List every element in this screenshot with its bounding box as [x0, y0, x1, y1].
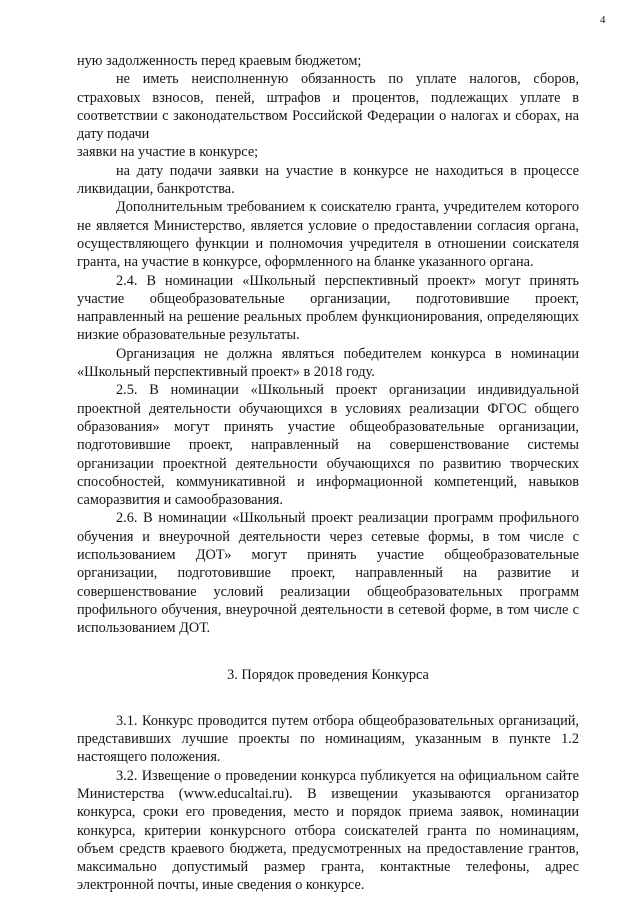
- document-body: [77, 52, 579, 895]
- paragraph-clause-3-1: 3.1. Конкурс проводится путем отбора общеобразовательных организаций, представивших лучшие проекты по номинациям, указанным в пункте 1.2 настоящего положения.: [77, 712, 579, 766]
- page-number: 4: [600, 14, 606, 26]
- paragraph-clause-2-4: 2.4. В номинации «Школьный перспективный проект» могут принять участие общеобразовательные организации, подготовившие проект, направленный на решение реальных проблем функционирования, определяющих низкие образовательные результаты.: [77, 272, 579, 344]
- paragraph-debt-continuation: ную задолженность перед краевым бюджетом;: [77, 53, 362, 69]
- paragraph-liquidation: на дату подачи заявки на участие в конкурсе не находиться в процессе ликвидации, банкротства.: [77, 162, 579, 198]
- paragraph-not-previous-winner: Организация не должна являться победителем конкурса в номинации «Школьный перспективный проект» в 2018 году.: [77, 345, 579, 381]
- section-heading: 3. Порядок проведения Конкурса: [227, 666, 429, 683]
- paragraph-tax-obligations: не иметь неисполненную обязанность по уплате налогов, сборов, страховых взносов, пеней, штрафов и процентов, подлежащих уплате в соответствии с законодательством Российской Федерации о налогах и сборах, на дату подачи: [77, 71, 579, 143]
- paragraph-clause-2-5: 2.5. В номинации «Школьный проект организации индивидуальной проектной деятельности обучающихся в условиях реализации ФГОС общего образования» могут принять участие общеобразовательные организации, подготовившие проект, направленный на совершенствование системы организации проектной деятельности обучающихся по развитию творческих способностей, коммуникативной и информационной компетенций, навыков саморазвития и самообразования.: [77, 382, 579, 509]
- paragraph-application-submission: заявки на участие в конкурсе;: [77, 144, 259, 161]
- paragraph-additional-requirement: Дополнительным требованием к соискателю гранта, учредителем которого не является Министерство, является условие о предоставлении согласия органа, осуществляющего функции и полномочия учредителя в отношении соискателя гранта, на участие в конкурсе, оформленного на бланке указанного органа.: [77, 199, 579, 271]
- paragraph-clause-2-6: 2.6. В номинации «Школьный проект реализации программ профильного обучения и внеурочной деятельности через сетевые формы, в том числе с использованием ДОТ» могут принять участие общеобразовательные организации, подготовившие проект, направленный на развитие и совершенствование условий реализации общеобразовательных программ профильного обучения, внеурочной деятельности в сетевой форме, в том числе с использованием ДОТ.: [77, 510, 579, 637]
- paragraph-clause-3-2: 3.2. Извещение о проведении конкурса публикуется на официальном сайте Министерства (www.educaltai.ru). В извещении указываются организатор конкурса, сроки его проведения, место и порядок приема заявок, номинации конкурса, критерии конкурсного отбора соискателей гранта по номинациям, объем средств краевого бюджета, предусмотренных на предоставление грантов, максимально допустимый размер гранта, контактные телефоны, адрес электронной почты, иные сведения о конкурсе.: [77, 767, 579, 894]
